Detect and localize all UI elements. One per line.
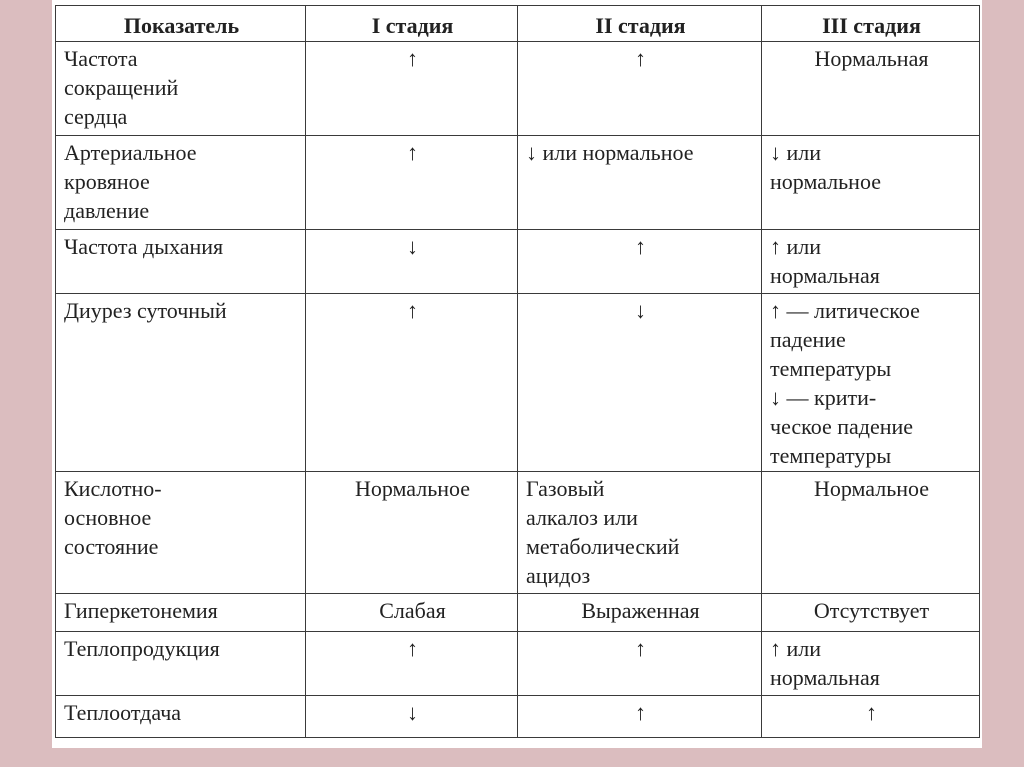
cell-text-line: Нормальное — [813, 476, 930, 501]
cell-text-line: ческое падение — [770, 414, 914, 439]
cell-indicator — [56, 696, 306, 738]
cell-text-line: Диурез суточный — [64, 298, 227, 323]
cell-text-line: ↑ — литическое — [770, 298, 920, 323]
cell-text-line: Слабая — [379, 598, 446, 623]
cell-text-line: ↑ — [407, 636, 418, 661]
table-row — [56, 472, 980, 594]
header-stage-2: II стадия — [518, 6, 762, 42]
stages-table — [55, 5, 980, 738]
slide — [52, 0, 982, 748]
cell-stage-2 — [518, 230, 762, 294]
cell-indicator — [56, 136, 306, 230]
cell-stage-1 — [306, 696, 518, 738]
cell-stage-1 — [306, 594, 518, 632]
cell-text-line: ↓ или — [770, 140, 822, 165]
cell-stage-2 — [518, 696, 762, 738]
cell-stage-1 — [306, 294, 518, 472]
table-row — [56, 136, 980, 230]
cell-text-line: Артериальное — [64, 140, 197, 165]
cell-text-line: ↓ — [407, 234, 418, 259]
cell-stage-2 — [518, 632, 762, 696]
cell-indicator — [56, 472, 306, 594]
header-row — [56, 6, 980, 42]
header-stage-3: III стадия — [762, 6, 980, 42]
cell-stage-2 — [518, 136, 762, 230]
table-row — [56, 696, 980, 738]
cell-stage-3 — [762, 472, 980, 594]
cell-text-line: метаболический — [526, 534, 680, 559]
cell-text-line: ↓ — [635, 298, 646, 323]
cell-text-line: Кислотно- — [64, 476, 162, 501]
cell-indicator — [56, 594, 306, 632]
cell-text-line: ↑ — [635, 46, 646, 71]
cell-text-line: температуры — [770, 443, 892, 468]
cell-stage-3 — [762, 594, 980, 632]
cell-text-line: Теплопродукция — [64, 636, 220, 661]
table-row — [56, 42, 980, 136]
cell-stage-3 — [762, 632, 980, 696]
cell-text-line: нормальное — [770, 169, 881, 194]
header-indicator: Показатель — [56, 6, 306, 42]
cell-text-line: давление — [64, 198, 150, 223]
cell-stage-3 — [762, 230, 980, 294]
cell-text-line: Частота — [64, 46, 138, 71]
cell-text-line: падение — [770, 327, 846, 352]
cell-text-line: температуры — [770, 356, 892, 381]
cell-stage-3 — [762, 294, 980, 472]
cell-text-line: ↑ — [407, 298, 418, 323]
cell-indicator — [56, 632, 306, 696]
cell-stage-1 — [306, 472, 518, 594]
cell-stage-1 — [306, 42, 518, 136]
cell-stage-3 — [762, 696, 980, 738]
header-stage-1: I стадия — [306, 6, 518, 42]
cell-stage-2 — [518, 594, 762, 632]
cell-text-line: Отсутствует — [813, 598, 930, 623]
cell-text-line: ↓ — крити- — [770, 385, 877, 410]
cell-text-line: ↓ или нормальное — [526, 140, 694, 165]
cell-stage-1 — [306, 632, 518, 696]
cell-text-line: ↑ — [407, 140, 418, 165]
cell-text-line: Теплоотдача — [64, 700, 182, 725]
cell-indicator — [56, 42, 306, 136]
cell-indicator — [56, 294, 306, 472]
cell-text-line: ацидоз — [526, 563, 591, 588]
cell-text-line: нормальная — [770, 665, 880, 690]
cell-text-line: ↓ — [407, 700, 418, 725]
cell-stage-2 — [518, 42, 762, 136]
table-row — [56, 632, 980, 696]
cell-text-line: алкалоз или — [526, 505, 638, 530]
cell-stage-1 — [306, 230, 518, 294]
cell-text-line: нормальная — [770, 263, 880, 288]
cell-text-line: ↑ или — [770, 636, 822, 661]
cell-stage-3 — [762, 136, 980, 230]
cell-text-line: Выраженная — [581, 598, 700, 623]
cell-text-line: ↑ — [635, 636, 646, 661]
table-row — [56, 594, 980, 632]
cell-text-line: ↑ — [635, 700, 646, 725]
cell-indicator — [56, 230, 306, 294]
table-row — [56, 230, 980, 294]
cell-text-line: кровяное — [64, 169, 150, 194]
cell-text-line: Нормальная — [814, 46, 929, 71]
cell-text-line: ↑ — [407, 46, 418, 71]
cell-text-line: сокращений — [64, 75, 179, 100]
cell-text-line: Газовый — [526, 476, 605, 501]
cell-text-line: Гиперкетонемия — [64, 598, 218, 623]
cell-text-line: ↑ или — [770, 234, 822, 259]
table-body — [56, 42, 980, 738]
table-row — [56, 294, 980, 472]
cell-text-line: Частота дыхания — [64, 234, 224, 259]
cell-text-line: основное — [64, 505, 152, 530]
cell-text-line: Нормальное — [354, 476, 471, 501]
cell-text-line: состояние — [64, 534, 159, 559]
cell-stage-3 — [762, 42, 980, 136]
cell-text-line: сердца — [64, 104, 128, 129]
cell-stage-2 — [518, 294, 762, 472]
cell-text-line: ↑ — [635, 234, 646, 259]
cell-stage-2 — [518, 472, 762, 594]
cell-text-line: ↑ — [866, 700, 877, 725]
cell-stage-1 — [306, 136, 518, 230]
